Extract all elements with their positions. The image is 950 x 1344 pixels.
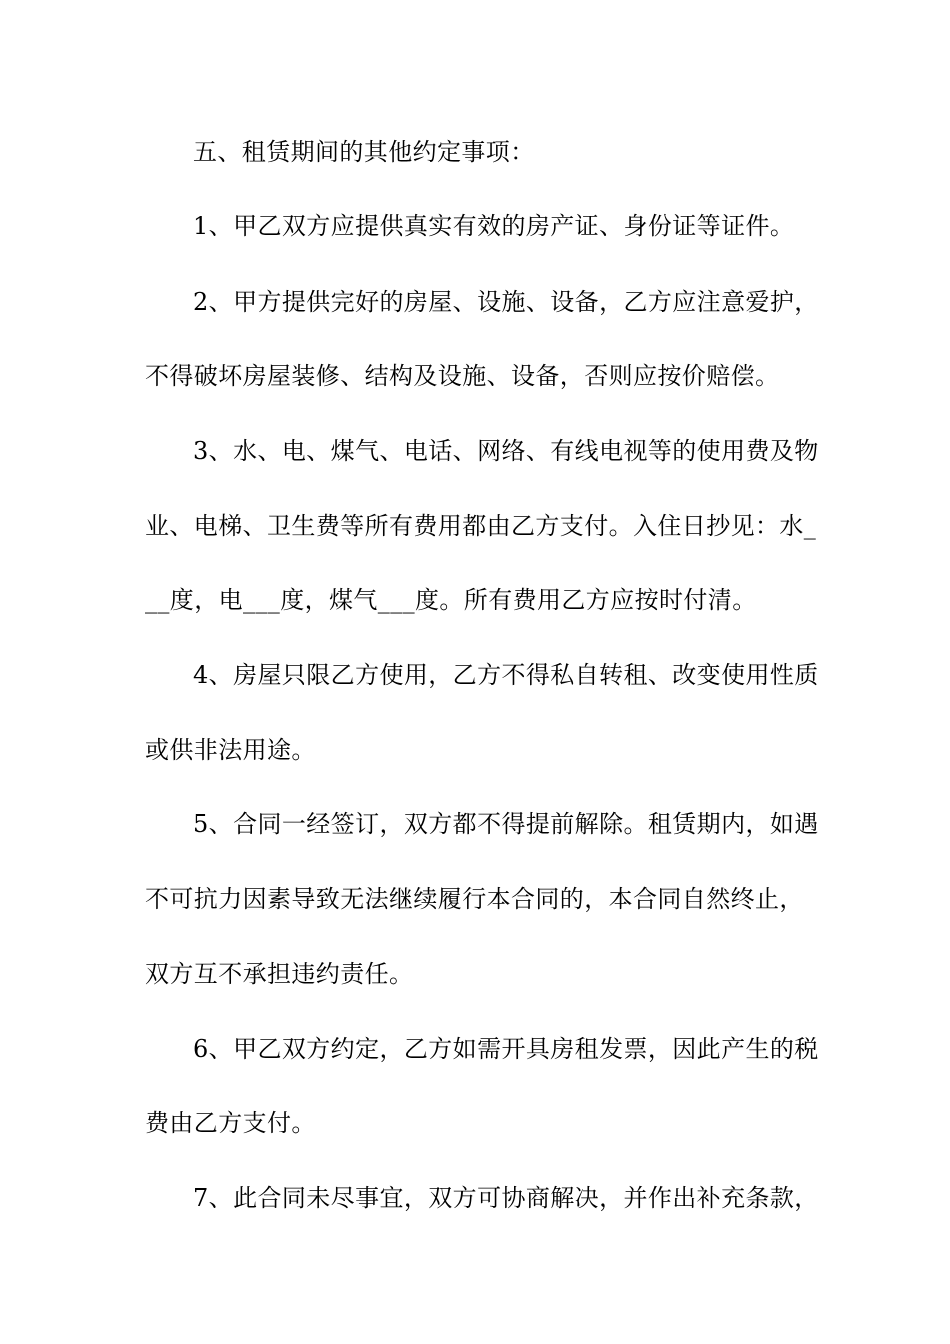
clause-3-line-2: 业、电梯、卫生费等所有费用都由乙方支付。入住日抄见：水_ <box>145 512 817 540</box>
clause-1-line-1: 1、甲乙双方应提供真实有效的房产证、身份证等证件。 <box>193 212 795 240</box>
clause-5-line-2: 不可抗力因素导致无法继续履行本合同的，本合同自然终止， <box>145 885 804 913</box>
clause-5-line-1: 5、合同一经签订，双方都不得提前解除。租赁期内，如遇 <box>193 810 819 838</box>
clause-2-line-2: 不得破坏房屋装修、结构及设施、设备，否则应按价赔偿。 <box>145 362 780 390</box>
clause-6-line-1: 6、甲乙双方约定，乙方如需开具房租发票，因此产生的税 <box>193 1035 819 1063</box>
clause-6-line-2: 费由乙方支付。 <box>145 1109 316 1137</box>
section-heading: 五、租赁期间的其他约定事项： <box>193 138 535 166</box>
clause-3-line-1: 3、水、电、煤气、电话、网络、有线电视等的使用费及物 <box>193 437 819 465</box>
clause-7-line-1: 7、此合同未尽事宜，双方可协商解决，并作出补充条款， <box>193 1184 819 1212</box>
clause-2-line-1: 2、甲方提供完好的房屋、设施、设备，乙方应注意爱护， <box>193 288 819 316</box>
clause-5-line-3: 双方互不承担违约责任。 <box>145 960 414 988</box>
clause-4-line-2: 或供非法用途。 <box>145 736 316 764</box>
clause-3-line-3: __度，电___度，煤气___度。所有费用乙方应按时付清。 <box>145 586 757 614</box>
clause-4-line-1: 4、房屋只限乙方使用，乙方不得私自转租、改变使用性质 <box>193 661 819 689</box>
